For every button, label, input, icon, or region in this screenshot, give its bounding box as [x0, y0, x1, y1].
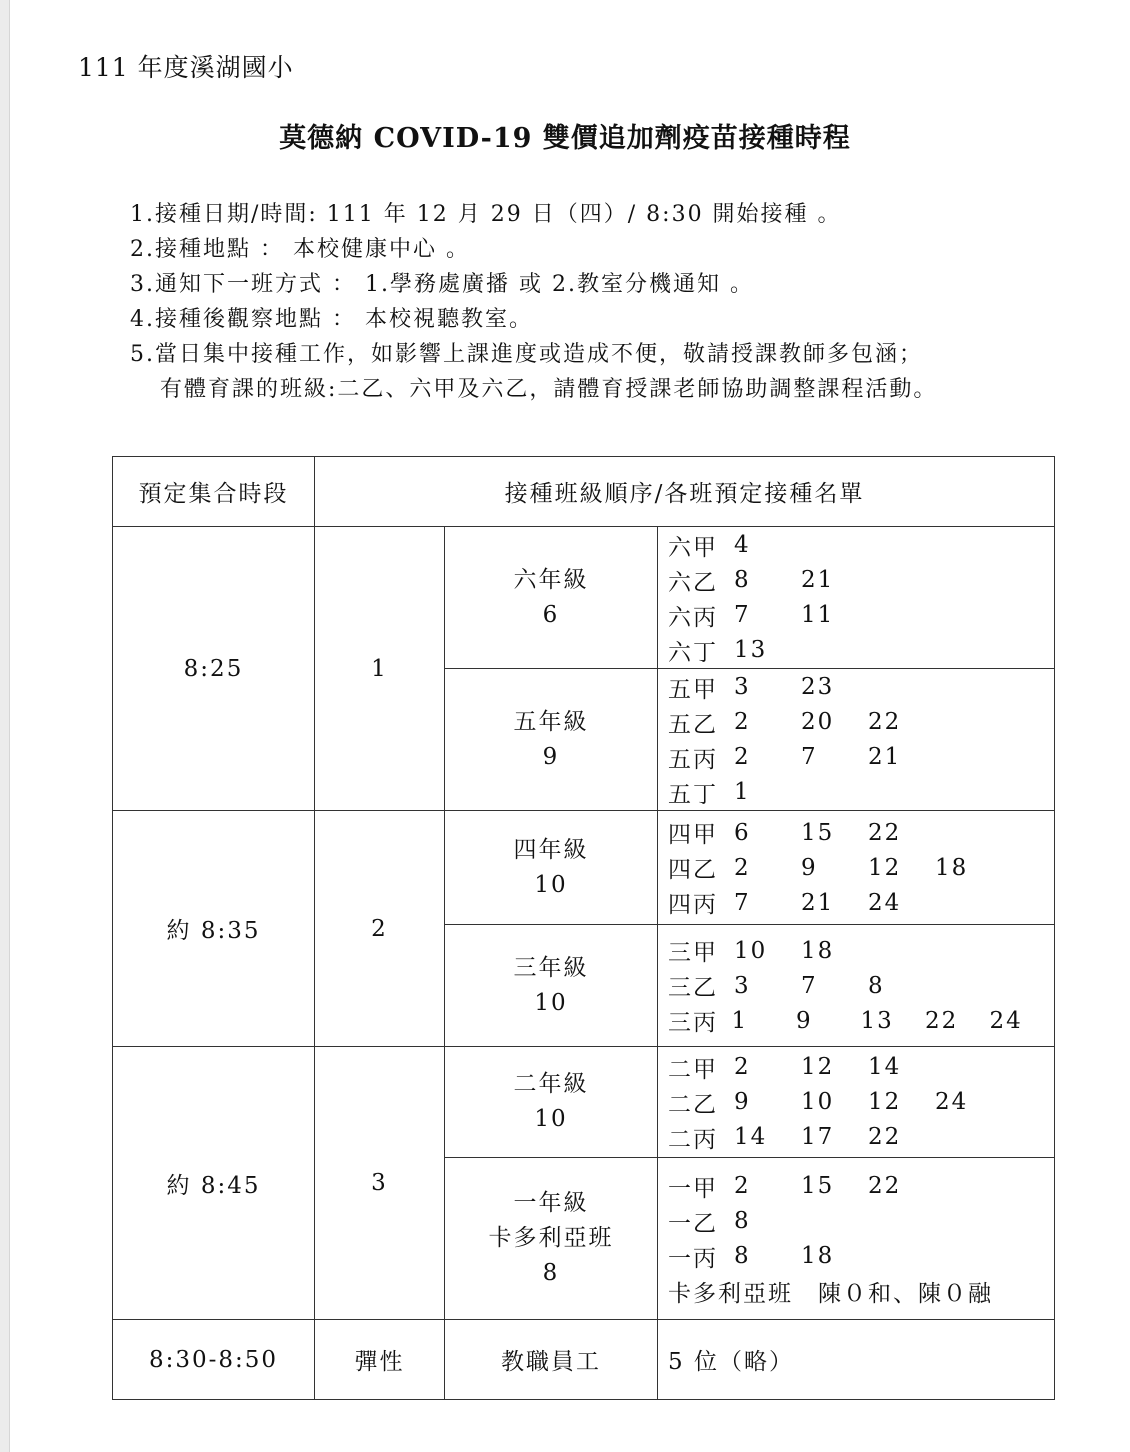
- grade-cell: [445, 811, 658, 925]
- student-number: 10: [801, 1089, 835, 1115]
- grade-label: 六年級: [513, 566, 589, 593]
- staff-time-cell: 8:30-8:50: [113, 1320, 315, 1400]
- student-number: 4: [734, 532, 751, 558]
- student-number: 22: [868, 1124, 902, 1150]
- student-number: 22: [925, 1007, 959, 1034]
- student-number: 7: [734, 602, 751, 628]
- table-row: [113, 811, 1055, 925]
- class-name: 五乙: [668, 711, 718, 738]
- student-number: 9: [801, 854, 818, 881]
- grade-cell: [445, 1158, 658, 1320]
- vaccination-schedule-table: [112, 456, 1055, 1400]
- grade-cell: [445, 669, 658, 811]
- student-number: 2: [734, 854, 751, 881]
- class-number-row: [668, 633, 1054, 668]
- class-number-row: [668, 1169, 1054, 1204]
- student-number: 7: [801, 972, 818, 999]
- student-number: 8: [734, 1243, 751, 1269]
- class-number-row: [668, 968, 1054, 1003]
- class-number-row: [668, 1003, 1054, 1038]
- grade-label: 二年級: [513, 1071, 589, 1097]
- grade-count: 10: [534, 1106, 568, 1132]
- student-number: 21: [868, 744, 902, 770]
- student-number: 12: [868, 854, 902, 881]
- class-name: 六甲: [668, 534, 718, 561]
- student-number: 22: [868, 709, 902, 735]
- student-number: 13: [860, 1007, 894, 1034]
- student-number: 14: [868, 1054, 902, 1080]
- student-number: 8: [734, 1208, 751, 1234]
- class-number-row: [668, 1239, 1054, 1274]
- class-number-row: [668, 528, 1054, 563]
- student-number: 24: [989, 1007, 1023, 1034]
- note-item: 1.接種日期/時間: 111 年 12 月 29 日（四）/ 8:30 開始接種 。: [130, 202, 842, 227]
- table-row: [113, 527, 1055, 669]
- grade-count: 9: [542, 743, 560, 770]
- special-class-row: 卡多利亞班 陳０和、陳０融: [668, 1280, 993, 1307]
- student-number: 1: [731, 1007, 749, 1034]
- student-number: 2: [734, 1054, 751, 1080]
- class-name: 一乙: [668, 1210, 718, 1237]
- class-name: 三丙: [668, 1010, 718, 1036]
- student-number: 11: [801, 602, 835, 628]
- class-name: 四丙: [668, 892, 718, 918]
- class-name: 六乙: [668, 569, 718, 596]
- document-title: 莫德納 COVID-19 雙價追加劑疫苗接種時程: [279, 123, 851, 154]
- student-number: 23: [801, 674, 835, 700]
- student-number: 9: [734, 1089, 751, 1115]
- grade-count: 10: [534, 989, 568, 1016]
- class-number-row: [668, 815, 1054, 850]
- slot-time-cell: 約 8:35: [113, 811, 315, 1047]
- student-number: 8: [734, 567, 751, 593]
- grade-label: 一年級: [513, 1190, 589, 1216]
- student-number: 6: [734, 819, 751, 846]
- class-number-row: [668, 563, 1054, 598]
- student-number: 2: [734, 1173, 751, 1199]
- grade-sub-label: 卡多利亞班: [488, 1225, 614, 1251]
- header-time: 預定集合時段: [113, 457, 315, 527]
- note-item: 3.通知下一班方式 ： 1.學務處廣播 或 2.教室分機通知 。: [130, 272, 754, 297]
- note-item-continued: 有體育課的班級:二乙、六甲及六乙，請體育授課老師協助調整課程活動。: [160, 377, 938, 402]
- class-name: 二甲: [668, 1056, 718, 1083]
- name-list-cell: [658, 925, 1055, 1047]
- slot-order-cell: 3: [315, 1047, 445, 1320]
- class-number-row: [668, 598, 1054, 633]
- header-order: 接種班級順序/各班預定接種名單: [315, 457, 1055, 527]
- class-number-row: [668, 1204, 1054, 1239]
- staff-row: [113, 1320, 1055, 1400]
- class-number-row: [668, 775, 1054, 810]
- class-number-row: [668, 740, 1054, 775]
- student-number: 9: [796, 1007, 813, 1034]
- grade-cell: [445, 925, 658, 1047]
- class-name: 四乙: [668, 857, 718, 883]
- class-number-row: [668, 850, 1054, 885]
- note-item: 5.當日集中接種工作，如影響上課進度或造成不便，敬請授課教師多包涵；: [130, 342, 923, 367]
- staff-detail-cell: 5 位（略）: [658, 1320, 1055, 1400]
- class-name: 二丙: [668, 1126, 718, 1153]
- student-number: 24: [935, 1089, 969, 1115]
- student-number: 13: [734, 637, 768, 663]
- grade-count: 8: [542, 1260, 560, 1286]
- class-number-row: [668, 933, 1054, 968]
- grade-count: 10: [534, 871, 568, 898]
- grade-label: 五年級: [513, 708, 589, 735]
- note-item: 2.接種地點 ： 本校健康中心 。: [130, 237, 470, 262]
- grade-label: 四年級: [513, 836, 589, 863]
- notes-list: [130, 197, 937, 407]
- student-number: 18: [801, 937, 835, 964]
- page-edge: [0, 0, 10, 1452]
- class-number-row: [668, 885, 1054, 920]
- class-name: 一丙: [668, 1245, 718, 1272]
- class-name: 六丙: [668, 604, 718, 631]
- table-row: [113, 1047, 1055, 1158]
- class-number-row: [668, 1120, 1054, 1155]
- staff-group-cell: 教職員工: [445, 1320, 658, 1400]
- class-number-row: [668, 1085, 1054, 1120]
- student-number: 2: [734, 709, 751, 735]
- name-list-cell: [658, 811, 1055, 925]
- name-list-cell: [658, 1158, 1055, 1320]
- student-number: 17: [801, 1124, 835, 1150]
- table-header-row: [113, 457, 1055, 527]
- student-number: 3: [734, 972, 751, 999]
- grade-cell: [445, 1047, 658, 1158]
- student-number: 20: [801, 709, 835, 735]
- student-number: 21: [801, 889, 835, 916]
- student-number: 12: [868, 1089, 902, 1115]
- class-name: 三乙: [668, 975, 718, 1001]
- slot-time-cell: 約 8:45: [113, 1047, 315, 1320]
- student-number: 15: [801, 1173, 835, 1199]
- student-number: 22: [868, 819, 902, 846]
- slot-time-cell: 8:25: [113, 527, 315, 811]
- staff-order-cell: 彈性: [315, 1320, 445, 1400]
- class-name: 四甲: [668, 822, 718, 848]
- class-name: 五甲: [668, 676, 718, 703]
- slot-order-cell: 1: [315, 527, 445, 811]
- student-number: 10: [734, 937, 768, 964]
- class-name: 二乙: [668, 1091, 718, 1118]
- note-item: 4.接種後觀察地點 ： 本校視聽教室。: [130, 307, 533, 332]
- student-number: 12: [801, 1054, 835, 1080]
- class-name: 一甲: [668, 1175, 718, 1202]
- name-list-cell: [658, 527, 1055, 669]
- class-name: 五丁: [668, 781, 718, 808]
- student-number: 18: [801, 1243, 835, 1269]
- slot-order-cell: 2: [315, 811, 445, 1047]
- grade-label: 三年級: [513, 954, 589, 981]
- student-number: 22: [868, 1173, 902, 1199]
- class-name: 五丙: [668, 746, 718, 773]
- class-number-row: [668, 1050, 1054, 1085]
- student-number: 24: [868, 889, 902, 916]
- student-number: 8: [868, 972, 885, 999]
- student-number: 18: [935, 854, 969, 881]
- student-number: 15: [801, 819, 835, 846]
- student-number: 3: [734, 674, 751, 700]
- class-number-row: [668, 705, 1054, 740]
- student-number: 2: [734, 744, 751, 770]
- name-list-cell: [658, 1047, 1055, 1158]
- student-number: 14: [734, 1124, 768, 1150]
- student-number: 1: [734, 779, 751, 805]
- student-number: 21: [801, 567, 835, 593]
- student-number: 7: [734, 889, 751, 916]
- grade-count: 6: [542, 601, 560, 628]
- grade-cell: [445, 527, 658, 669]
- name-list-cell: [658, 669, 1055, 811]
- student-number: 7: [801, 744, 818, 770]
- class-name: 六丁: [668, 639, 718, 666]
- school-year-header: 111 年度溪湖國小: [78, 53, 294, 82]
- class-name: 三甲: [668, 940, 718, 966]
- class-number-row: [668, 670, 1054, 705]
